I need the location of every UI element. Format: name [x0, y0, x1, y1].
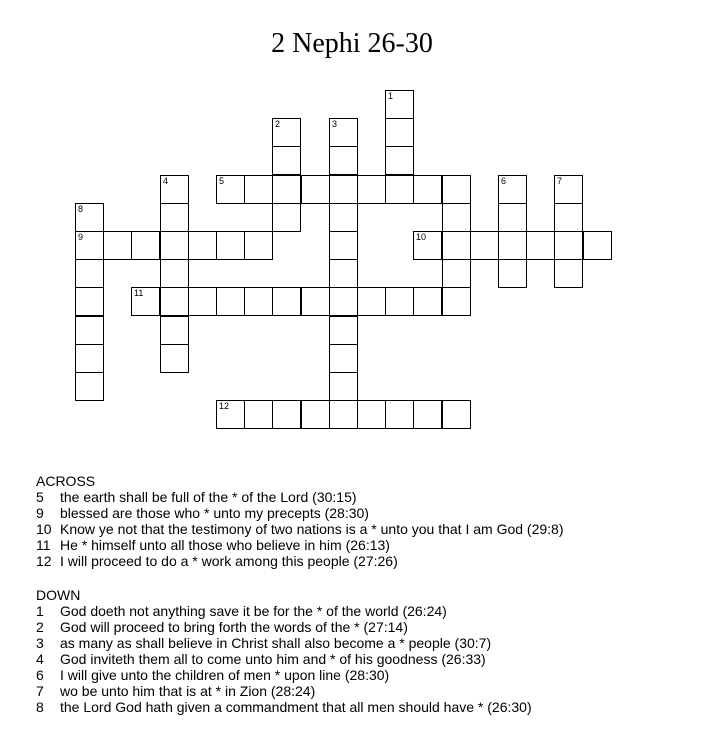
crossword-cell[interactable] [75, 259, 104, 288]
crossword-cell[interactable] [498, 175, 527, 204]
clue-number: 8 [36, 699, 44, 715]
across-clue-list [36, 489, 696, 569]
cell-number: 10 [416, 232, 427, 242]
crossword-cell[interactable] [498, 231, 527, 260]
across-clue [36, 537, 696, 553]
crossword-cell[interactable] [554, 175, 583, 204]
crossword-cell[interactable] [216, 175, 245, 204]
clue-text: blessed are those who * unto my precepts (28:30) [60, 505, 369, 521]
crossword-cell[interactable] [385, 287, 414, 316]
crossword-cell[interactable] [442, 259, 471, 288]
crossword-cell[interactable] [554, 259, 583, 288]
crossword-cell[interactable] [216, 231, 245, 260]
clue-number: 4 [36, 651, 44, 667]
crossword-cell[interactable] [413, 231, 442, 260]
down-clue [36, 619, 696, 635]
crossword-cell[interactable] [103, 231, 132, 260]
crossword-cell[interactable] [470, 231, 499, 260]
crossword-cell[interactable] [160, 259, 189, 288]
crossword-cell[interactable] [357, 287, 386, 316]
crossword-cell[interactable] [442, 400, 471, 429]
clue-number: 2 [36, 619, 44, 635]
cell-number: 5 [219, 176, 225, 186]
crossword-cell[interactable] [554, 231, 583, 260]
down-clue-list [36, 603, 696, 715]
down-clue [36, 667, 696, 683]
clue-text: I will proceed to do a * work among this people (27:26) [60, 553, 398, 569]
crossword-cell[interactable] [329, 344, 358, 373]
clue-text: God inviteth them all to come unto him and * of his goodness (26:33) [60, 651, 486, 667]
cell-number: 2 [275, 119, 281, 129]
cell-number: 12 [219, 401, 230, 411]
clue-number: 10 [36, 521, 52, 537]
crossword-cell[interactable] [329, 146, 358, 175]
clue-text: wo be unto him that is at * in Zion (28:24) [60, 683, 316, 699]
crossword-cell[interactable] [413, 287, 442, 316]
crossword-cell[interactable] [526, 231, 555, 260]
crossword-cell[interactable] [160, 231, 189, 260]
down-clue [36, 635, 696, 651]
across-clue [36, 521, 696, 537]
crossword-cell[interactable] [272, 175, 301, 204]
clues-section [36, 473, 696, 715]
clue-text: God doeth not anything save it be for the * of the world (26:24) [60, 603, 447, 619]
crossword-cell[interactable] [244, 287, 273, 316]
crossword-cell[interactable] [244, 400, 273, 429]
crossword-cell[interactable] [554, 203, 583, 232]
crossword-cell[interactable] [160, 316, 189, 345]
crossword-cell[interactable] [329, 259, 358, 288]
crossword-cell[interactable] [442, 231, 471, 260]
crossword-cell[interactable] [385, 400, 414, 429]
crossword-cell[interactable] [329, 287, 358, 316]
crossword-cell[interactable] [357, 175, 386, 204]
crossword-cell[interactable] [160, 344, 189, 373]
crossword-cell[interactable] [131, 287, 160, 316]
crossword-cell[interactable] [160, 203, 189, 232]
down-clue [36, 603, 696, 619]
clue-text: the earth shall be full of the * of the Lord (30:15) [60, 489, 357, 505]
crossword-cell[interactable] [301, 400, 330, 429]
crossword-cell[interactable] [329, 400, 358, 429]
crossword-cell[interactable] [498, 203, 527, 232]
crossword-cell[interactable] [75, 203, 104, 232]
cell-number: 9 [78, 232, 84, 242]
crossword-cell[interactable] [75, 287, 104, 316]
crossword-cell[interactable] [357, 400, 386, 429]
cell-number: 11 [134, 288, 144, 298]
clue-number: 6 [36, 667, 44, 683]
across-clue [36, 505, 696, 521]
crossword-cell[interactable] [75, 344, 104, 373]
clue-number: 7 [36, 683, 44, 699]
crossword-cell[interactable] [216, 400, 245, 429]
crossword-cell[interactable] [75, 316, 104, 345]
crossword-cell[interactable] [216, 287, 245, 316]
crossword-cell[interactable] [329, 118, 358, 147]
cell-number: 3 [332, 119, 338, 129]
cell-number: 8 [78, 204, 84, 214]
crossword-cell[interactable] [413, 400, 442, 429]
crossword-cell[interactable] [329, 316, 358, 345]
crossword-cell[interactable] [160, 175, 189, 204]
clue-text: He * himself unto all those who believe in him (26:13) [60, 537, 390, 553]
clue-number: 12 [36, 553, 52, 569]
crossword-cell[interactable] [272, 400, 301, 429]
clue-text: as many as shall believe in Christ shall also become a * people (30:7) [60, 635, 492, 651]
crossword-cell[interactable] [272, 203, 301, 232]
down-clue [36, 683, 696, 699]
down-clue [36, 699, 696, 715]
crossword-cell[interactable] [442, 287, 471, 316]
crossword-cell[interactable] [442, 175, 471, 204]
cell-number: 7 [557, 176, 563, 186]
clue-text: God will proceed to bring forth the words of the * (27:14) [60, 619, 408, 635]
cell-number: 6 [501, 176, 507, 186]
crossword-cell[interactable] [188, 287, 217, 316]
crossword-cell[interactable] [301, 175, 330, 204]
across-clue [36, 553, 696, 569]
crossword-cell[interactable] [385, 118, 414, 147]
crossword-cell[interactable] [413, 175, 442, 204]
across-clue [36, 489, 696, 505]
crossword-cell[interactable] [442, 203, 471, 232]
clue-text: I will give unto the children of men * upon line (28:30) [60, 667, 390, 683]
clue-number: 3 [36, 635, 44, 651]
puzzle-title: 2 Nephi 26-30 [271, 28, 433, 59]
crossword-cell[interactable] [272, 118, 301, 147]
clue-text: Know ye not that the testimony of two nations is a * unto you that I am God (29:8) [60, 521, 564, 537]
crossword-cell[interactable] [131, 231, 160, 260]
clue-number: 5 [36, 489, 44, 505]
crossword-cell[interactable] [329, 203, 358, 232]
clue-text: the Lord God hath given a commandment that all men should have * (26:30) [60, 699, 532, 715]
crossword-cell[interactable] [160, 287, 189, 316]
crossword-cell[interactable] [329, 372, 358, 401]
crossword-cell[interactable] [385, 90, 414, 119]
cell-number: 1 [388, 91, 394, 101]
down-heading: DOWN [36, 587, 81, 603]
crossword-cell[interactable] [385, 175, 414, 204]
cell-number: 4 [163, 176, 169, 186]
crossword-cell[interactable] [75, 372, 104, 401]
crossword-cell[interactable] [75, 231, 104, 260]
crossword-cell[interactable] [244, 231, 273, 260]
crossword-cell[interactable] [188, 231, 217, 260]
crossword-cell[interactable] [272, 287, 301, 316]
crossword-cell[interactable] [583, 231, 612, 260]
crossword-cell[interactable] [498, 259, 527, 288]
crossword-cell[interactable] [329, 231, 358, 260]
clue-number: 11 [36, 537, 51, 553]
crossword-cell[interactable] [301, 287, 330, 316]
crossword-cell[interactable] [272, 146, 301, 175]
crossword-cell[interactable] [244, 175, 273, 204]
crossword-cell[interactable] [385, 146, 414, 175]
crossword-cell[interactable] [329, 175, 358, 204]
across-heading: ACROSS [36, 473, 96, 489]
clue-number: 9 [36, 505, 44, 521]
clue-number: 1 [36, 603, 44, 619]
down-clue [36, 651, 696, 667]
